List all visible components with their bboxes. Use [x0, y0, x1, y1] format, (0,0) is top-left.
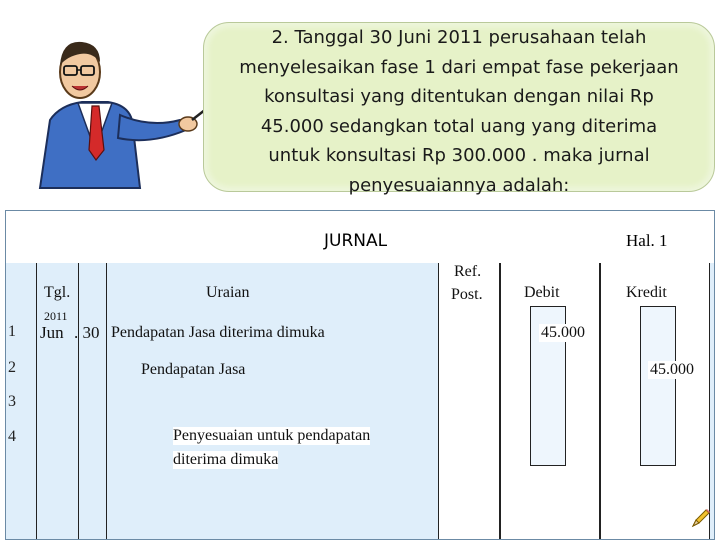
header-ref: Ref.: [454, 263, 482, 280]
question-text: [204, 23, 714, 200]
row-number: 1: [8, 323, 16, 340]
column-line: [78, 263, 79, 540]
journal-title: JURNAL: [324, 231, 388, 251]
question-line: untuk konsultasi Rp 300.000 . maka jurnal: [268, 145, 650, 166]
journal-table: [5, 210, 715, 540]
header-date: Tgl.: [44, 284, 71, 301]
page-number: Hal. 1: [626, 231, 668, 250]
pencil-icon: [690, 507, 712, 529]
row-number: 3: [8, 393, 16, 410]
row-month: Jun: [40, 323, 64, 342]
question-line: konsultasi yang ditentukan dengan nilai Rp: [264, 86, 654, 107]
row-day: . 30: [74, 323, 100, 342]
question-line: 2. Tanggal 30 Juni 2011 perusahaan telah: [271, 27, 647, 48]
credit-cell-shade: [640, 306, 676, 466]
row-description: Pendapatan Jasa diterima dimuka: [111, 324, 325, 341]
header-credit: Kredit: [626, 284, 667, 301]
row-description: Pendapatan Jasa: [141, 361, 246, 378]
row-description-cont: diterima dimuka: [173, 451, 279, 468]
year-label: 2011: [44, 309, 68, 323]
question-line: 45.000 sedangkan total uang yang diterima: [260, 115, 658, 137]
ref-column: [438, 263, 500, 540]
header-debit: Debit: [524, 284, 560, 301]
question-line: menyelesaikan fase 1 dari empat fase pekerjaan: [239, 56, 679, 78]
row-number: 2: [8, 359, 16, 376]
header-post: Post.: [451, 286, 483, 303]
question-line: penyesuaiannya adalah:: [348, 174, 570, 196]
row-description: Penyesuaian untuk pendapatan: [173, 427, 371, 444]
row-debit: 45.000: [541, 324, 585, 341]
row-credit: 45.000: [650, 361, 694, 378]
column-line: [106, 263, 107, 540]
header-description: Uraian: [206, 284, 250, 301]
question-callout: [203, 22, 715, 196]
column-line: [36, 263, 37, 540]
row-number: 4: [8, 428, 16, 445]
teacher-pointing-icon: [20, 10, 210, 190]
